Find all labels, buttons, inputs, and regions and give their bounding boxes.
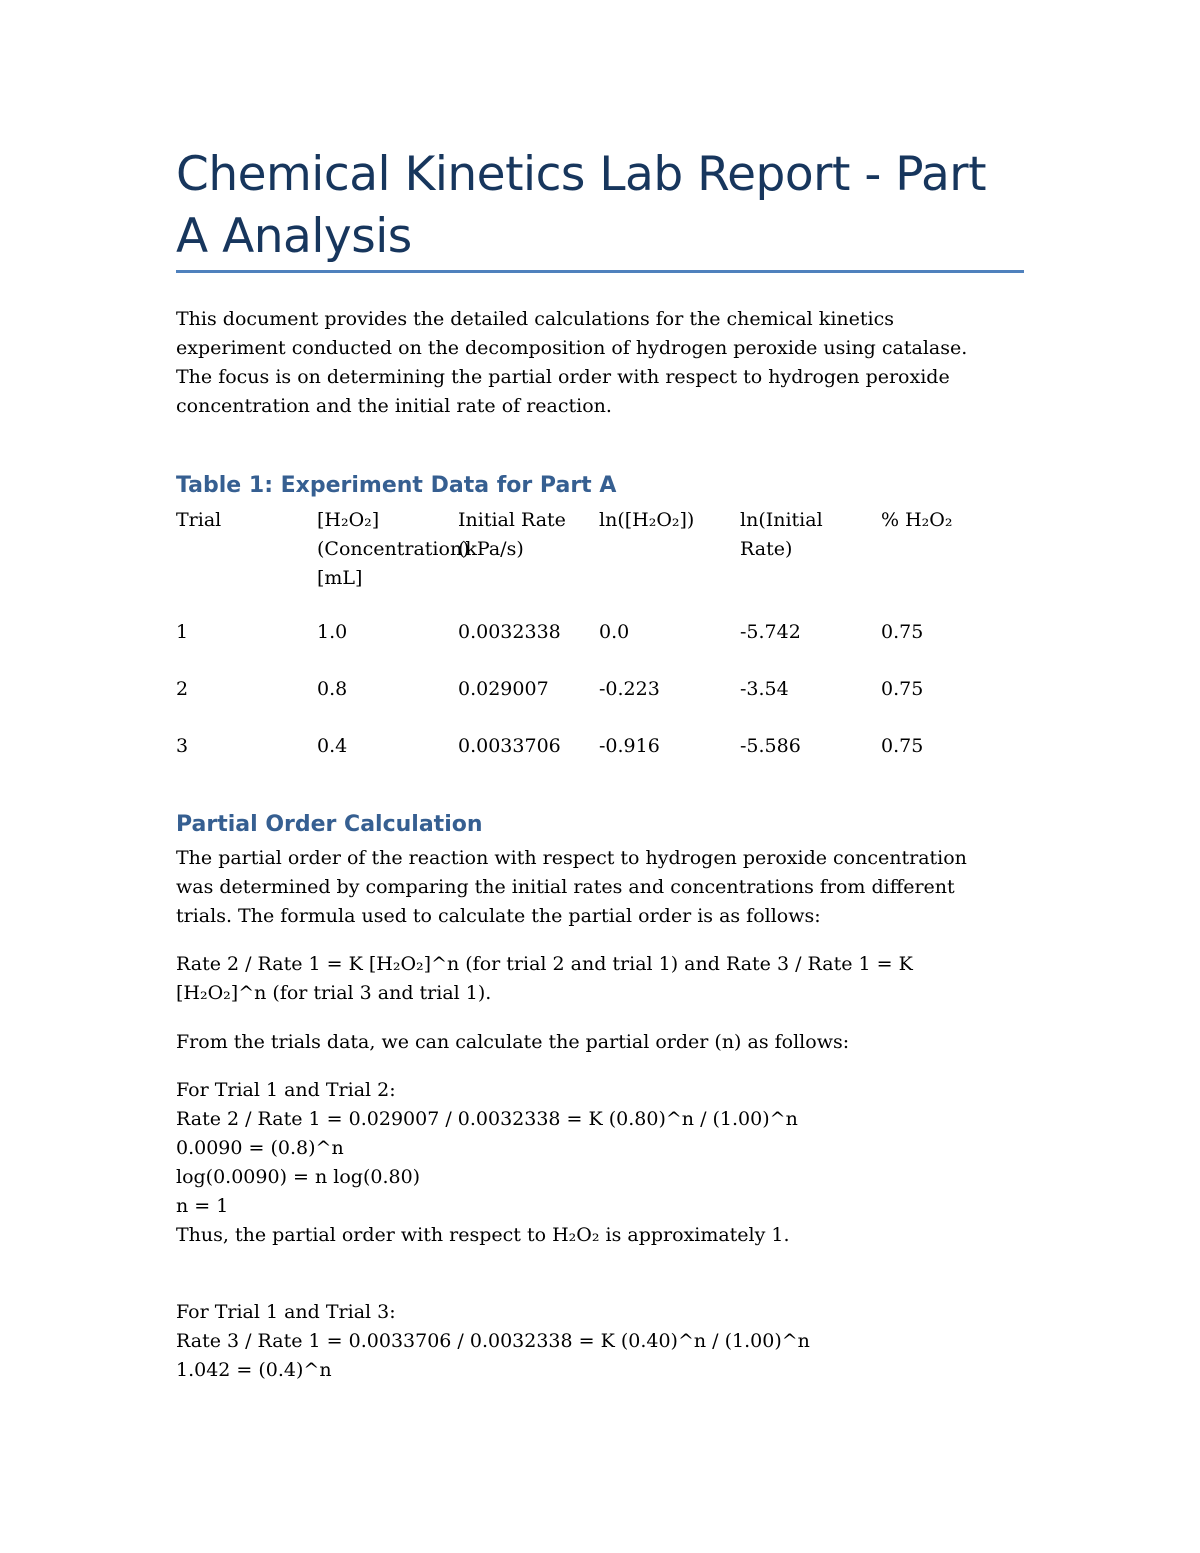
calc-line: Rate 3 / Rate 1 = 0.0033706 / 0.0032338 = K (0.40)^n / (1.00)^n [176, 1330, 810, 1352]
experiment-data-table [176, 504, 1024, 781]
header-percent-h2o2: % H₂O₂ [881, 509, 953, 531]
calc-block-trial-1-3 [176, 1298, 1006, 1385]
calc-line: For Trial 1 and Trial 3: [176, 1301, 396, 1323]
table-row [176, 724, 1024, 781]
calc-line: For Trial 1 and Trial 2: [176, 1079, 396, 1101]
calc-line: 1.042 = (0.4)^n [176, 1359, 332, 1381]
cell-initial-rate: 0.0033706 [458, 735, 561, 757]
cell-trial: 2 [176, 678, 189, 700]
cell-ln-initial-rate: -5.586 [740, 735, 801, 757]
cell-ln-initial-rate: -3.54 [740, 678, 789, 700]
cell-ln-concentration: 0.0 [599, 621, 630, 643]
cell-percent-h2o2: 0.75 [881, 735, 924, 757]
cell-ln-concentration: -0.916 [599, 735, 660, 757]
cell-concentration: 0.8 [317, 678, 348, 700]
calc-line: 0.0090 = (0.8)^n [176, 1137, 344, 1159]
partial-order-heading: Partial Order Calculation [176, 812, 483, 837]
table-header-row [176, 504, 1024, 610]
cell-percent-h2o2: 0.75 [881, 621, 924, 643]
rate-formula-paragraph: Rate 2 / Rate 1 = K [H₂O₂]^n (for trial 2 and trial 1) and Rate 3 / Rate 1 = K [H₂O₂]^n (for trial 3 and trial 1). [176, 953, 913, 1004]
table-row [176, 667, 1024, 724]
cell-ln-concentration: -0.223 [599, 678, 660, 700]
cell-trial: 1 [176, 621, 189, 643]
table-row [176, 610, 1024, 667]
header-initial-rate: Initial Rate (kPa/s) [458, 509, 566, 560]
cell-initial-rate: 0.029007 [458, 678, 549, 700]
partial-order-paragraph: The partial order of the reaction with respect to hydrogen peroxide concentration was determined by comparing the initial rates and concentrations from different trials. The formula used to calculate the partial order is as follows: [176, 847, 967, 927]
title-divider [176, 270, 1024, 273]
calc-block-trial-1-2 [176, 1076, 1006, 1250]
header-ln-initial-rate: ln(Initial Rate) [740, 509, 823, 560]
trials-intro-paragraph: From the trials data, we can calculate the partial order (n) as follows: [176, 1031, 850, 1053]
calc-line: log(0.0090) = n log(0.80) [176, 1166, 421, 1188]
calc-line: n = 1 [176, 1195, 229, 1217]
cell-concentration: 0.4 [317, 735, 348, 757]
cell-initial-rate: 0.0032338 [458, 621, 561, 643]
cell-trial: 3 [176, 735, 189, 757]
cell-percent-h2o2: 0.75 [881, 678, 924, 700]
header-concentration: [H₂O₂] (Concentration) [mL] [317, 509, 470, 589]
calc-line: Rate 2 / Rate 1 = 0.029007 / 0.0032338 = K (0.80)^n / (1.00)^n [176, 1108, 798, 1130]
intro-paragraph: This document provides the detailed calculations for the chemical kinetics experiment conducted on the decomposition of hydrogen peroxide using catalase. The focus is on determining the partial order with respect to hydrogen peroxide concentration and the initial rate of reaction. [176, 308, 968, 417]
cell-concentration: 1.0 [317, 621, 348, 643]
header-ln-concentration: ln([H₂O₂]) [599, 509, 695, 531]
header-trial: Trial [176, 509, 222, 531]
document-title: Chemical Kinetics Lab Report - Part A Analysis [176, 147, 987, 264]
cell-ln-initial-rate: -5.742 [740, 621, 801, 643]
table1-heading: Table 1: Experiment Data for Part A [176, 473, 617, 498]
calc-line: Thus, the partial order with respect to H₂O₂ is approximately 1. [176, 1224, 790, 1246]
